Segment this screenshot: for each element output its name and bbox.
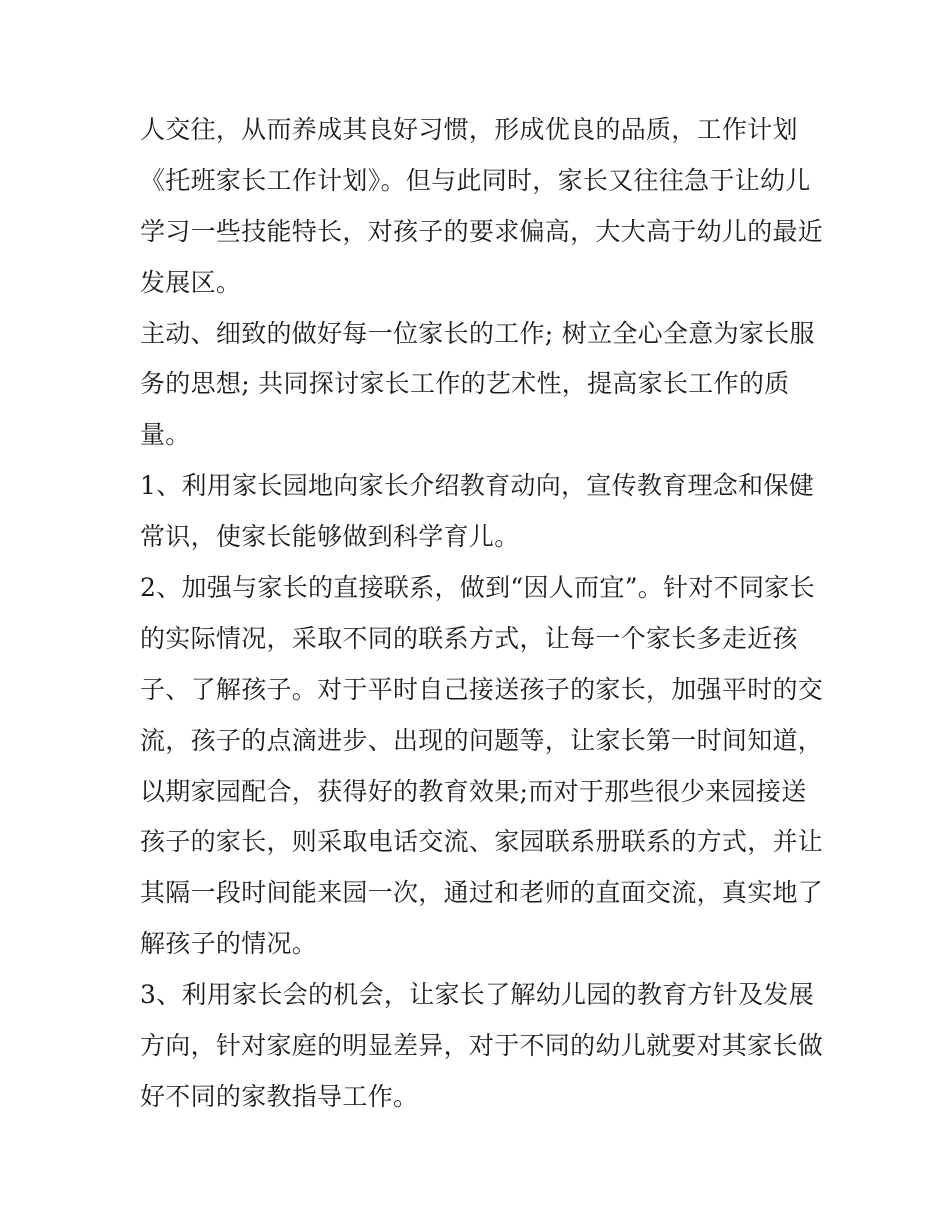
text-line: 常识，使家长能够做到科学育儿。 [140, 522, 520, 552]
text-line: 好不同的家教指导工作。 [140, 1081, 419, 1111]
text-line: 3、利用家长会的机会，让家长了解幼儿园的教育方针及发展 [140, 980, 815, 1010]
text-line: 其隔一段时间能来园一次，通过和老师的直面交流，真实地了 [140, 878, 824, 908]
text-line: 方向，针对家庭的明显差异，对于不同的幼儿就要对其家长做 [140, 1031, 824, 1061]
text-line: 学习一些技能特长，对孩子的要求偏高，大大高于幼儿的最近 [140, 216, 824, 246]
text-line: 子、了解孩子。对于平时自己接送孩子的家长，加强平时的交 [140, 674, 824, 704]
text-line: 《托班家长工作计划》。但与此同时，家长又往往急于让幼儿 [140, 165, 811, 195]
text-line: 以期家园配合，获得好的教育效果;而对于那些很少来园接送 [140, 776, 807, 806]
text-line: 的实际情况，采取不同的联系方式，让每一个家长多走近孩 [140, 623, 798, 653]
text-line: 解孩子的情况。 [140, 929, 318, 959]
text-line: 孩子的家长，则采取电话交流、家园联系册联系的方式，并让 [140, 827, 824, 857]
text-line: 发展区。 [140, 267, 242, 297]
text-line: 务的思想; 共同探讨家长工作的艺术性，提高家长工作的质 [140, 369, 790, 399]
text-line: 流，孩子的点滴进步、出现的问题等，让家长第一时间知道， [140, 725, 824, 755]
text-line: 主动、细致的做好每一位家长的工作; 树立全心全意为家长服 [140, 318, 815, 348]
text-line: 量。 [140, 420, 191, 450]
text-line: 1、利用家长园地向家长介绍教育动向，宣传教育理念和保健 [140, 471, 815, 501]
text-line: 人交往，从而养成其良好习惯，形成优良的品质，工作计划 [140, 115, 798, 144]
document-body [140, 105, 824, 1123]
text-line: 2、加强与家长的直接联系，做到“因人而宜”。针对不同家长 [140, 573, 815, 603]
